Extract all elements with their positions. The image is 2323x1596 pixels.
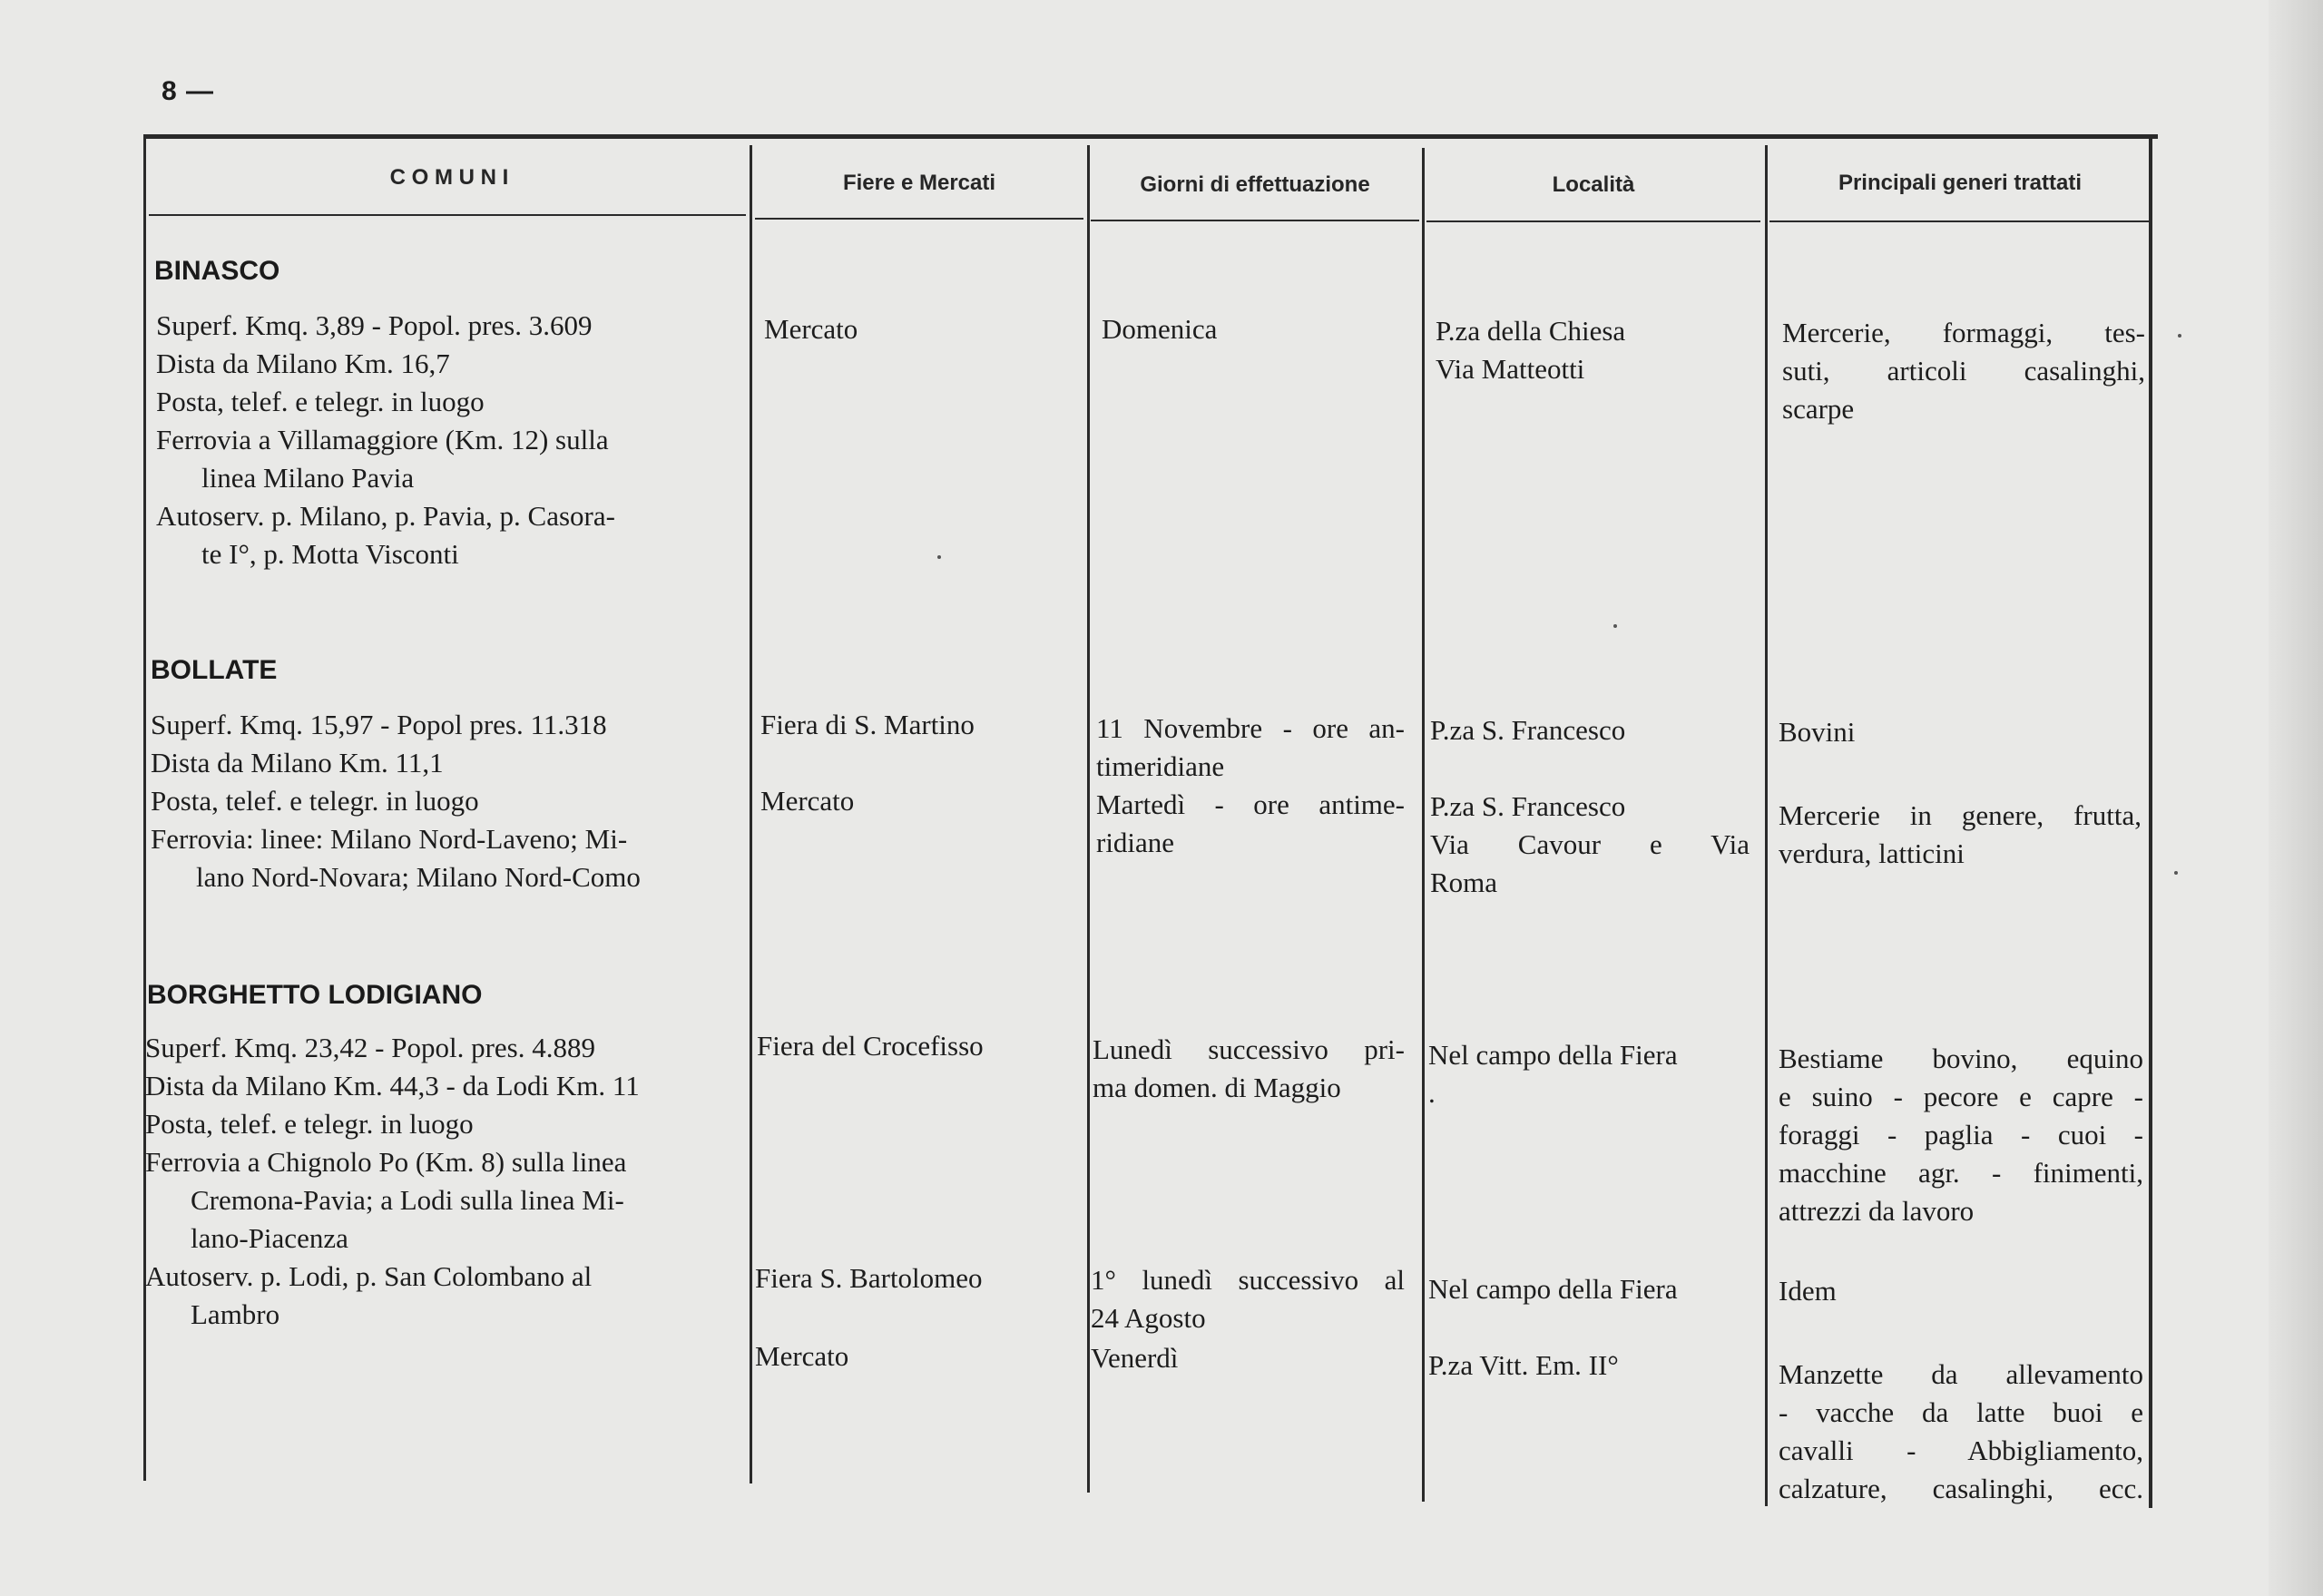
info-line: Superf. Kmq. 15,97 - Popol pres. 11.318 <box>151 709 607 740</box>
giorni-line: 1° lunedì successivo al <box>1091 1264 1405 1296</box>
giorni-cell <box>1091 1339 1178 1377</box>
generi-line: attrezzi da lavoro <box>1779 1195 1975 1227</box>
generi-line: macchine agr. - finimenti, <box>1779 1157 2143 1189</box>
table-right-border <box>2149 134 2152 1508</box>
header-bottom-rule-3 <box>1091 220 1419 221</box>
info-line: Autoserv. p. Lodi, p. San Colombano al <box>145 1260 593 1292</box>
generi-line: verdura, latticini <box>1779 837 1965 869</box>
localita-cell <box>1428 1036 1678 1112</box>
info-line: lano Nord-Novara; Milano Nord-Como <box>196 861 641 893</box>
localita-line: P.za S. Francesco <box>1430 790 1626 822</box>
town-info <box>156 307 737 573</box>
giorni-cell <box>1102 310 1217 348</box>
header-bottom-rule-2 <box>755 218 1083 220</box>
giorni-line: timeridiane <box>1096 750 1225 782</box>
generi-line: Mercerie in genere, frutta, <box>1779 799 2142 831</box>
column-divider-4 <box>1765 145 1768 1506</box>
header-comuni: C O M U N I <box>389 165 509 190</box>
fiera-line: Mercato <box>764 313 858 345</box>
scan-speck <box>2174 871 2178 875</box>
localita-cell <box>1436 312 1625 388</box>
header-bottom-rule-5 <box>1769 220 2151 222</box>
column-divider-1 <box>750 145 752 1483</box>
info-line: Dista da Milano Km. 44,3 - da Lodi Km. 11 <box>145 1070 640 1102</box>
info-line: Lambro <box>191 1298 280 1330</box>
header-fiere-mercati: Fiere e Mercati <box>842 171 996 195</box>
generi-line: cavalli - Abbigliamento, <box>1779 1434 2143 1466</box>
generi-cell <box>1779 713 2142 751</box>
header-giorni: Giorni di effettuazione <box>1140 172 1370 197</box>
giorni-line: Martedì - ore antime- <box>1096 788 1405 820</box>
info-line: Posta, telef. e telegr. in luogo <box>151 785 479 817</box>
localita-line: Via Cavour e Via <box>1430 828 1750 860</box>
localita-line: Roma <box>1430 867 1498 898</box>
fiera-line: Mercato <box>760 785 855 817</box>
info-line: linea Milano Pavia <box>201 462 415 494</box>
generi-cell <box>1782 314 2145 428</box>
giorni-line: ridiane <box>1096 827 1175 858</box>
giorni-line: Lunedì successivo pri- <box>1093 1033 1405 1065</box>
fiera-line: Fiera S. Bartolomeo <box>755 1262 983 1294</box>
town-info <box>145 1029 735 1334</box>
info-line: te I°, p. Motta Visconti <box>201 538 459 570</box>
generi-cell <box>1779 797 2142 873</box>
info-line: Posta, telef. e telegr. in luogo <box>145 1108 474 1140</box>
localita-line: P.za Vitt. Em. II° <box>1428 1349 1619 1381</box>
giorni-cell <box>1096 710 1405 786</box>
town-name: BORGHETTO LODIGIANO <box>147 980 483 1010</box>
header-localita: Località <box>1552 172 1635 197</box>
info-line: Cremona-Pavia; a Lodi sulla linea Mi- <box>191 1184 624 1216</box>
column-divider-3 <box>1422 148 1425 1502</box>
fiera-line: Fiera di S. Martino <box>760 709 975 740</box>
scan-speck <box>1613 624 1617 628</box>
fiera-cell <box>760 782 854 820</box>
localita-line: Nel campo della Fiera <box>1428 1039 1678 1071</box>
generi-line: Mercerie, formaggi, tes- <box>1782 317 2145 348</box>
generi-cell <box>1779 1272 1837 1310</box>
generi-line: suti, articoli casalinghi, <box>1782 355 2145 387</box>
generi-line: calzature, casalinghi, ecc. <box>1779 1473 2143 1504</box>
generi-cell <box>1779 1040 2143 1230</box>
generi-line: Bestiame bovino, equino <box>1779 1043 2143 1074</box>
localita-line: Nel campo della Fiera <box>1428 1273 1678 1305</box>
header-bottom-rule-4 <box>1426 220 1760 222</box>
localita-cell <box>1428 1270 1678 1308</box>
giorni-cell <box>1093 1031 1405 1107</box>
giorni-cell <box>1091 1261 1405 1337</box>
giorni-line: 24 Agosto <box>1091 1302 1206 1334</box>
fiera-cell <box>757 1027 984 1065</box>
table-top-rule <box>143 134 2158 139</box>
giorni-line: Domenica <box>1102 313 1218 345</box>
info-line: Ferrovia a Chignolo Po (Km. 8) sulla linea <box>145 1146 627 1178</box>
fiera-cell <box>760 706 975 744</box>
localita-cell <box>1430 711 1750 749</box>
info-line: lano-Piacenza <box>191 1222 348 1254</box>
generi-line: Bovini <box>1779 716 1856 748</box>
header-generi: Principali generi trattati <box>1838 171 2083 195</box>
info-line: Dista da Milano Km. 11,1 <box>151 747 444 778</box>
fiera-line: Fiera del Crocefisso <box>757 1030 984 1062</box>
localita-line: P.za della Chiesa <box>1436 315 1626 347</box>
localita-cell <box>1430 788 1750 902</box>
info-line: Posta, telef. e telegr. in luogo <box>156 386 485 417</box>
scan-speck <box>2178 334 2181 338</box>
generi-line: scarpe <box>1782 393 1855 425</box>
localita-line: P.za S. Francesco <box>1430 714 1626 746</box>
giorni-line: ma domen. di Maggio <box>1093 1072 1341 1103</box>
generi-line: - vacche da latte buoi e <box>1779 1396 2143 1428</box>
fiera-cell <box>764 310 858 348</box>
page-edge-shadow <box>2269 0 2323 1596</box>
localita-line: Via Matteotti <box>1436 353 1585 385</box>
scan-speck <box>937 555 941 559</box>
column-divider-2 <box>1087 145 1090 1493</box>
generi-line: Idem <box>1779 1275 1837 1307</box>
town-info <box>151 706 731 896</box>
info-line: Autoserv. p. Milano, p. Pavia, p. Casora- <box>156 500 615 532</box>
generi-line: Manzette da allevamento <box>1779 1358 2143 1390</box>
info-line: Ferrovia a Villamaggiore (Km. 12) sulla <box>156 424 609 455</box>
fiera-cell <box>755 1259 983 1297</box>
localita-cell <box>1428 1346 1619 1385</box>
header-bottom-rule-1 <box>149 214 746 216</box>
giorni-line: 11 Novembre - ore an- <box>1096 712 1405 744</box>
localita-line: . <box>1428 1077 1436 1109</box>
info-line: Ferrovia: linee: Milano Nord-Laveno; Mi- <box>151 823 628 855</box>
info-line: Superf. Kmq. 23,42 - Popol. pres. 4.889 <box>145 1032 595 1063</box>
giorni-line: Venerdì <box>1091 1342 1179 1374</box>
town-name: BOLLATE <box>151 655 278 685</box>
info-line: Dista da Milano Km. 16,7 <box>156 348 450 379</box>
fiera-line: Mercato <box>755 1340 849 1372</box>
info-line: Superf. Kmq. 3,89 - Popol. pres. 3.609 <box>156 309 593 341</box>
generi-line: e suino - pecore e capre - <box>1779 1081 2143 1112</box>
generi-line: foraggi - paglia - cuoi - <box>1779 1119 2143 1150</box>
town-name: BINASCO <box>154 256 280 286</box>
fiera-cell <box>755 1337 848 1376</box>
generi-cell <box>1779 1356 2143 1508</box>
page-number: 8 — <box>162 76 215 106</box>
giorni-cell <box>1096 786 1405 862</box>
